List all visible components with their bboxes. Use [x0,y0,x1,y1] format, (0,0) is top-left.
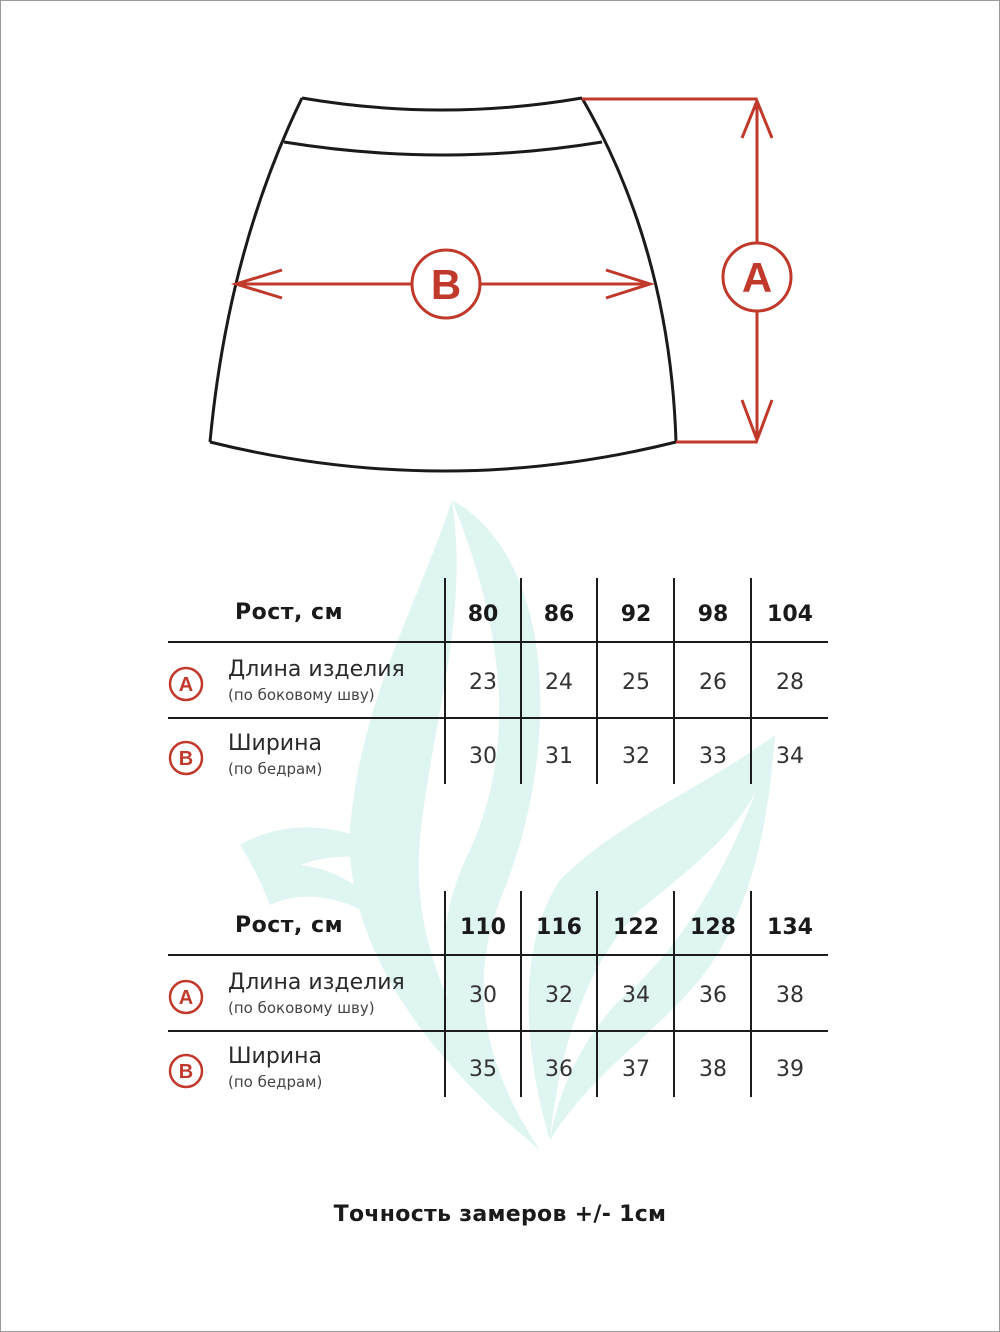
table-cell: 37 [622,1057,650,1082]
skirt-diagram [0,0,1000,500]
table-cell: 28 [776,670,804,695]
length-label: Длина изделия [228,970,405,995]
table-cell: 23 [469,670,497,695]
table-cell: 36 [699,983,727,1008]
width-label: Ширина [228,1044,322,1069]
width-sublabel: (по бедрам) [228,760,323,778]
svg-text:B: B [178,748,194,770]
table-cell: 35 [469,1057,497,1082]
svg-text:A: A [178,987,194,1009]
table-cell: 26 [699,670,727,695]
table-cell: 34 [776,744,804,769]
table-cell: 24 [545,670,573,695]
table-cell: 25 [622,670,650,695]
width-label: Ширина [228,731,322,756]
height-header: Рост, см [235,913,344,938]
size-header: 128 [690,915,736,940]
table-cell: 32 [622,744,650,769]
width-sublabel: (по бедрам) [228,1073,323,1091]
size-header: 86 [543,602,575,627]
row-divider [168,717,828,719]
table-cell: 30 [469,983,497,1008]
badge-b-icon [168,1053,204,1089]
size-header: 116 [536,915,582,940]
size-header: 122 [613,915,659,940]
length-label: Длина изделия [228,657,405,682]
row-divider [168,641,828,643]
table-cell: 38 [699,1057,727,1082]
size-header: 104 [767,602,813,627]
diagram-label-a: A [741,254,773,301]
badge-a-icon [168,979,204,1015]
size-header: 134 [767,915,813,940]
length-sublabel: (по боковому шву) [228,686,375,704]
size-header: 80 [467,602,499,627]
diagram-label-b: B [430,261,462,308]
height-header: Рост, см [235,600,344,625]
table-cell: 39 [776,1057,804,1082]
svg-text:B: B [178,1061,194,1083]
table-cell: 32 [545,983,573,1008]
size-table-1 [0,578,1000,788]
length-sublabel: (по боковому шву) [228,999,375,1017]
table-cell: 36 [545,1057,573,1082]
size-header: 92 [620,602,652,627]
table-cell: 31 [545,744,573,769]
svg-text:A: A [178,674,194,696]
size-table-2 [0,891,1000,1101]
table-cell: 30 [469,744,497,769]
size-header: 98 [697,602,729,627]
badge-a-icon [168,666,204,702]
accuracy-note: Точность замеров +/- 1см [333,1202,667,1227]
table-cell: 33 [699,744,727,769]
row-divider [168,1030,828,1032]
badge-b-icon [168,740,204,776]
row-divider [168,954,828,956]
size-header: 110 [460,915,506,940]
table-cell: 38 [776,983,804,1008]
table-cell: 34 [622,983,650,1008]
